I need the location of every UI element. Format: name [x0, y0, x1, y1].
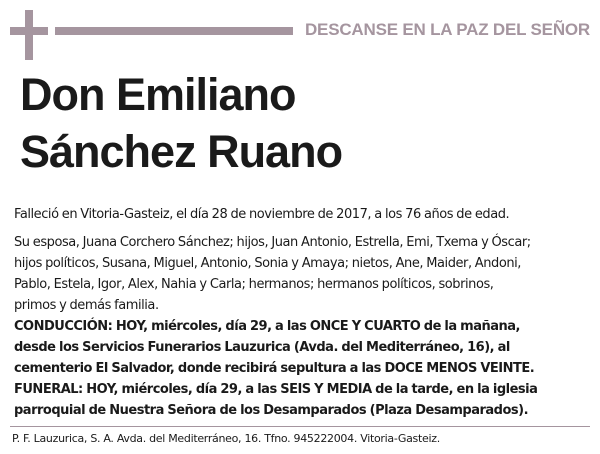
conduction-paragraph	[14, 316, 588, 379]
conduction-line: cementerio El Salvador, donde recibirá sepultura a las DOCE MENOS VEINTE.	[14, 361, 535, 376]
deceased-name-line1: Don Emiliano	[20, 69, 296, 120]
family-line: hijos políticos, Susana, Miguel, Antonio, Sonia y Amaya; nietos, Ane, Maider, Andoni,	[14, 256, 521, 271]
family-line: Su esposa, Juana Corchero Sánchez; hijos, Juan Antonio, Estrella, Emi, Txema y Óscar;	[14, 235, 531, 250]
funeral-home-footer: P. F. Lauzurica, S. A. Avda. del Mediterráneo, 16. Tfno. 945222004. Vitoria-Gasteiz.	[12, 432, 440, 445]
deceased-name	[20, 66, 342, 180]
cross-vertical-bar	[25, 10, 33, 60]
family-paragraph	[14, 232, 588, 316]
funeral-paragraph	[14, 379, 588, 421]
header-rule	[55, 27, 293, 35]
funeral-line: parroquial de Nuestra Señora de los Desamparados (Plaza Desamparados).	[14, 403, 529, 418]
funeral-line: FUNERAL: HOY, miércoles, día 29, a las SEIS Y MEDIA de la tarde, en la iglesia	[14, 382, 538, 397]
family-line: primos y demás familia.	[14, 298, 159, 313]
cross-horizontal-bar	[10, 27, 48, 35]
footer-divider	[10, 426, 590, 427]
cross-icon	[10, 10, 48, 60]
header-tagline: DESCANSE EN LA PAZ DEL SEÑOR	[304, 20, 590, 39]
death-line: Falleció en Vitoria-Gasteiz, el día 28 de noviembre de 2017, a los 76 años de edad.	[14, 207, 510, 222]
family-line: Pablo, Estela, Igor, Alex, Nahia y Carla; hermanos; hermanos políticos, sobrinos,	[14, 277, 494, 292]
conduction-line: CONDUCCIÓN: HOY, miércoles, día 29, a las ONCE Y CUARTO de la mañana,	[14, 319, 520, 334]
notice-body	[14, 204, 588, 421]
conduction-line: desde los Servicios Funerarios Lauzurica (Avda. del Mediterráneo, 16), al	[14, 340, 510, 355]
deceased-name-line2: Sánchez Ruano	[20, 126, 343, 177]
